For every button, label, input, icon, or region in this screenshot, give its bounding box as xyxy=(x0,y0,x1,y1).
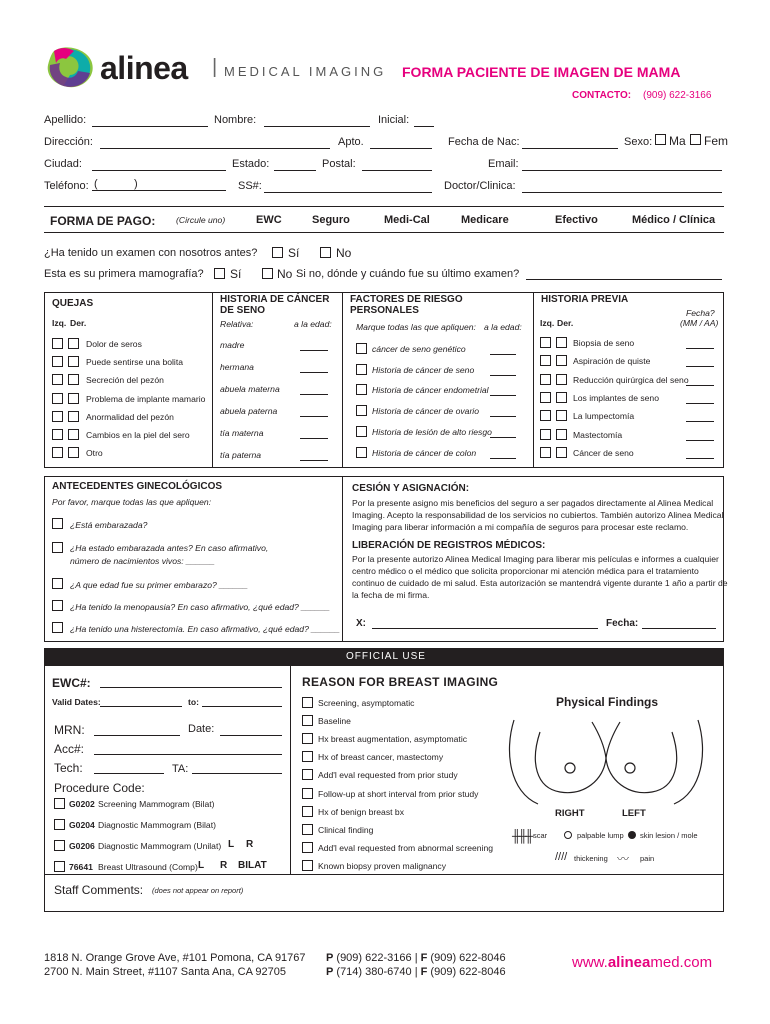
footer-p2: (714) 380-6740 xyxy=(336,966,412,978)
factores-item-label: Historia de cáncer de ovario xyxy=(372,406,479,417)
ciudad-field[interactable] xyxy=(92,170,226,171)
factores-instr: Marque todas las que apliquen: xyxy=(356,322,476,332)
nombre-field[interactable] xyxy=(264,126,370,127)
valid-to-label: to: xyxy=(188,697,199,707)
historia-previa-der-checkbox[interactable] xyxy=(556,337,567,348)
reason-checkbox[interactable] xyxy=(302,824,313,835)
signature-field[interactable] xyxy=(372,628,598,629)
fecha-nac-label: Fecha de Nac: xyxy=(448,136,520,148)
quejas-izq-checkbox[interactable] xyxy=(52,429,63,440)
official-divider xyxy=(290,666,291,874)
official-banner-label: OFFICIAL USE xyxy=(346,651,426,662)
q-first-mammo: Esta es su primera mamografía? xyxy=(44,268,204,280)
quejas-item-label: Problema de implante mamario xyxy=(86,393,206,404)
ta-field[interactable] xyxy=(192,773,282,774)
procedure-code: 76641 xyxy=(69,862,93,872)
factores-age-field[interactable] xyxy=(490,375,516,376)
reason-checkbox[interactable] xyxy=(302,806,313,817)
signature-x-label: X: xyxy=(356,618,366,629)
historia-previa-item-label: Aspiración de quiste xyxy=(573,356,651,367)
reason-label: Hx of breast cancer, mastectomy xyxy=(318,752,444,763)
quejas-item-label: Dolor de seros xyxy=(86,339,142,349)
acc-label: Acc#: xyxy=(54,742,85,756)
inicial-label: Inicial: xyxy=(378,114,410,126)
reason-label: Hx breast augmentation, asymptomatic xyxy=(318,734,468,745)
footer-phone-line-2 xyxy=(326,966,506,978)
factores-item-label: Historia de cáncer de seno xyxy=(372,364,475,375)
telefono-paren-close: ) xyxy=(134,178,138,190)
breast-diagram-icon xyxy=(500,712,712,812)
procedure-label: Procedure Code: xyxy=(54,781,145,795)
gineco-q4-checkbox[interactable] xyxy=(52,600,63,611)
reason-checkbox[interactable] xyxy=(302,715,313,726)
legend-scar-icon: ╫╫╫ xyxy=(512,829,532,843)
procedure-desc: Breast Ultrasound (Comp) xyxy=(98,862,198,872)
historia-previa-der-checkbox[interactable] xyxy=(556,429,567,440)
historia-cancer-age-field[interactable] xyxy=(300,372,328,373)
procedure-us-r[interactable]: R xyxy=(220,860,228,871)
payment-option-medical[interactable]: Medi-Cal xyxy=(384,214,430,226)
liberacion-line-3: continuo de cuidado de mi salud. Esta autorización se mantendrá vigente durante 1 año a partir de xyxy=(352,578,728,588)
ewc-field[interactable] xyxy=(100,687,282,688)
procedure-code: G0204 xyxy=(69,820,95,830)
postal-field[interactable] xyxy=(362,170,432,171)
payment-option-clinica[interactable]: Médico / Clínica xyxy=(632,214,716,226)
date-field[interactable] xyxy=(220,735,282,736)
sexo-fem-checkbox[interactable] xyxy=(690,134,701,145)
footer-p1: (909) 622-3166 xyxy=(336,952,412,964)
historia-previa-mmaa: (MM / AA) xyxy=(680,318,719,328)
q-last-exam-field[interactable] xyxy=(526,279,722,280)
procedure-checkbox[interactable] xyxy=(54,798,65,809)
procedure-checkbox[interactable] xyxy=(54,861,65,872)
factores-age-field[interactable] xyxy=(490,416,516,417)
payment-bottom-rule xyxy=(44,232,724,233)
procedure-desc: Diagnostic Mammogram (Unilat) xyxy=(98,841,222,851)
reason-label: Known biopsy proven malignancy xyxy=(318,860,447,871)
quejas-izq-checkbox[interactable] xyxy=(52,411,63,422)
legend-lump-icon xyxy=(564,831,572,839)
procedure-desc: Screening Mammogram (Bilat) xyxy=(98,799,215,809)
historia-previa-date-field[interactable] xyxy=(686,366,714,367)
telefono-field[interactable] xyxy=(92,190,226,191)
historia-previa-izq-checkbox[interactable] xyxy=(540,337,551,348)
alinea-logo-icon xyxy=(44,45,96,91)
historia-cancer-title-2: DE SENO xyxy=(220,305,266,316)
historia-previa-izq-checkbox[interactable] xyxy=(540,392,551,403)
historia-previa-item-label: Cáncer de seno xyxy=(573,447,634,458)
gineco-q3-checkbox[interactable] xyxy=(52,578,63,589)
procedure-code: G0202 xyxy=(69,799,95,809)
factores-item-label: cáncer de seno genético xyxy=(372,344,466,354)
quejas-izq-checkbox[interactable] xyxy=(52,393,63,404)
procedure-unilat-l[interactable]: L xyxy=(228,839,235,850)
legend-pain: pain xyxy=(640,854,655,863)
historia-previa-izq: Izq. xyxy=(540,318,555,328)
sexo-label: Sexo: xyxy=(624,136,653,148)
direccion-field[interactable] xyxy=(100,148,330,149)
ssn-field[interactable] xyxy=(264,192,432,193)
postal-label: Postal: xyxy=(322,158,356,170)
procedure-checkbox[interactable] xyxy=(54,840,65,851)
inicial-field[interactable] xyxy=(414,126,434,127)
gineco-divider xyxy=(342,476,343,642)
contact-phone: (909) 622-3166 xyxy=(643,90,712,101)
legend-thick: thickening xyxy=(574,854,608,863)
reason-checkbox[interactable] xyxy=(302,860,313,871)
procedure-us-l[interactable]: L xyxy=(198,860,205,871)
q-first-mammo-si-checkbox[interactable] xyxy=(214,268,225,279)
footer-f1-label: F xyxy=(420,952,428,964)
ssn-label: SS#: xyxy=(238,180,262,192)
historia-previa-item-label: La lumpectomía xyxy=(573,411,635,422)
procedure-checkbox[interactable] xyxy=(54,819,65,830)
historia-cancer-age-field[interactable] xyxy=(300,394,328,395)
reason-checkbox[interactable] xyxy=(302,751,313,762)
gineco-q1-checkbox[interactable] xyxy=(52,518,63,529)
quejas-izq-checkbox[interactable] xyxy=(52,338,63,349)
procedure-unilat-r[interactable]: R xyxy=(246,839,254,850)
quejas-der-checkbox[interactable] xyxy=(68,429,79,440)
quejas-der-checkbox[interactable] xyxy=(68,338,79,349)
reason-label: Add'l eval requested from abnormal screening xyxy=(318,842,494,853)
historia-cancer-age-field[interactable] xyxy=(300,416,328,417)
procedure-code: G0206 xyxy=(69,841,95,851)
procedure-desc: Diagnostic Mammogram (Bilat) xyxy=(98,820,216,830)
doctor-field[interactable] xyxy=(522,192,722,193)
historia-cancer-relativa-item: abuela paterna xyxy=(220,406,278,416)
procedure-us-bilat[interactable]: BILAT xyxy=(238,860,267,871)
historia-cancer-relativa-item: madre xyxy=(220,340,245,350)
historia-cancer-relativa: Relativa: xyxy=(220,319,254,329)
legend-lesion: skin lesion / mole xyxy=(640,831,698,840)
factores-item-label: Historia de lesión de alto riesgo xyxy=(372,426,492,437)
historia-previa-izq-checkbox[interactable] xyxy=(540,447,551,458)
footer-address-2: 2700 N. Main Street, #1107 Santa Ana, CA 92705 xyxy=(44,966,286,978)
liberacion-line-1: Por la presente autorizo Alinea Medical Imaging para liberar mis películas e informes a cualquier xyxy=(352,554,719,564)
sexo-ma-checkbox[interactable] xyxy=(655,134,666,145)
historia-previa-item-label: Reducción quirúrgica del seno xyxy=(573,374,689,385)
reason-checkbox[interactable] xyxy=(302,769,313,780)
gineco-q2a: ¿Ha estado embarazada antes? En caso afirmativo, xyxy=(70,543,269,553)
direccion-label: Dirección: xyxy=(44,136,93,148)
historia-cancer-edad: a la edad: xyxy=(294,319,332,329)
factores-age-field[interactable] xyxy=(490,395,516,396)
historia-previa-date-field[interactable] xyxy=(686,403,714,404)
factores-checkbox[interactable] xyxy=(356,343,367,354)
history-divider-1 xyxy=(212,292,213,468)
historia-previa-der: Der. xyxy=(557,318,574,328)
payment-top-rule xyxy=(44,206,724,207)
quejas-der-checkbox[interactable] xyxy=(68,411,79,422)
estado-label: Estado: xyxy=(232,158,270,170)
brand-divider: | xyxy=(212,56,218,78)
left-label: LEFT xyxy=(622,808,646,819)
q-first-mammo-no-checkbox[interactable] xyxy=(262,268,273,279)
footer-web-post: med.com xyxy=(650,954,713,971)
reason-label: Add'l eval requested from prior study xyxy=(318,770,458,781)
gineco-q1: ¿Está embarazada? xyxy=(70,520,148,530)
ta-label: TA: xyxy=(172,763,189,775)
footer-f1: (909) 622-8046 xyxy=(430,952,506,964)
q-last-exam: Si no, dónde y cuándo fue su último examen? xyxy=(296,268,520,280)
date-label: Date: xyxy=(188,723,215,735)
gineco-instr: Por favor, marque todas las que apliquen: xyxy=(52,497,212,507)
doctor-label: Doctor/Clinica: xyxy=(444,180,516,192)
payment-option-efectivo[interactable]: Efectivo xyxy=(555,214,598,226)
q-prior-exam-si-checkbox[interactable] xyxy=(272,247,283,258)
footer-address-1: 1818 N. Orange Grove Ave, #101 Pomona, CA 91767 xyxy=(44,952,306,964)
email-field[interactable] xyxy=(522,170,722,171)
valid-from-field[interactable] xyxy=(100,706,182,707)
factores-age-field[interactable] xyxy=(490,354,516,355)
history-divider-3 xyxy=(533,292,534,468)
historia-cancer-relativa-item: tía paterna xyxy=(220,450,262,460)
historia-previa-der-checkbox[interactable] xyxy=(556,355,567,366)
q-first-mammo-si-label: Sí xyxy=(230,267,242,281)
historia-previa-item-label: Los implantes de seno xyxy=(573,392,659,403)
historia-cancer-age-field[interactable] xyxy=(300,460,328,461)
historia-previa-izq-checkbox[interactable] xyxy=(540,429,551,440)
gineco-q5: ¿Ha tenido una histerectomía. En caso afirmativo, ¿qué edad? ______ xyxy=(70,624,340,634)
footer-website-link[interactable] xyxy=(572,954,712,971)
quejas-der-checkbox[interactable] xyxy=(68,374,79,385)
historia-cancer-relativa-item: abuela materna xyxy=(220,384,280,394)
apellido-field[interactable] xyxy=(92,126,208,127)
q-prior-exam-si-label: Sí xyxy=(288,246,300,260)
factores-age-field[interactable] xyxy=(490,437,516,438)
quejas-der-checkbox[interactable] xyxy=(68,356,79,367)
ciudad-label: Ciudad: xyxy=(44,158,82,170)
payment-circle-note: (Circule uno) xyxy=(176,215,226,225)
footer-p1-label: P xyxy=(326,952,334,964)
tech-label: Tech: xyxy=(54,761,83,775)
historia-previa-der-checkbox[interactable] xyxy=(556,392,567,403)
historia-cancer-title-1: HISTORIA DE CÁNCER xyxy=(220,294,330,305)
footer-f2-label: F xyxy=(420,966,428,978)
historia-previa-date-field[interactable] xyxy=(686,458,714,459)
physical-findings-title: Physical Findings xyxy=(556,695,659,709)
quejas-item-label: Puede sentirse una bolita xyxy=(86,357,183,368)
valid-to-field[interactable] xyxy=(202,706,282,707)
footer-web-brand: alinea xyxy=(607,954,651,971)
apto-label: Apto. xyxy=(338,136,364,148)
tech-field[interactable] xyxy=(94,773,164,774)
mrn-field[interactable] xyxy=(94,735,180,736)
staff-comments-label: Staff Comments: xyxy=(54,883,144,897)
contact-label: CONTACTO: xyxy=(572,90,632,101)
quejas-der: Der. xyxy=(70,318,87,328)
quejas-izq-checkbox[interactable] xyxy=(52,356,63,367)
factores-checkbox[interactable] xyxy=(356,447,367,458)
ewc-label: EWC#: xyxy=(52,676,91,690)
payment-option-medicare[interactable]: Medicare xyxy=(461,214,509,226)
historia-previa-item-label: Mastectomía xyxy=(573,429,623,440)
legend-lesion-icon xyxy=(628,831,636,839)
reason-checkbox[interactable] xyxy=(302,733,313,744)
factores-checkbox[interactable] xyxy=(356,364,367,375)
historia-previa-der-checkbox[interactable] xyxy=(556,410,567,421)
reason-checkbox[interactable] xyxy=(302,788,313,799)
signature-fecha-field[interactable] xyxy=(642,628,716,629)
reason-title: REASON FOR BREAST IMAGING xyxy=(302,675,499,689)
legend-thick-icon: //// xyxy=(555,851,568,863)
gineco-q2b: número de nacimientos vivos: ______ xyxy=(70,556,215,566)
reason-label: Hx of benign breast bx xyxy=(318,806,404,817)
historia-cancer-relativa-item: hermana xyxy=(220,362,254,372)
historia-previa-title: HISTORIA PREVIA xyxy=(541,294,629,305)
historia-previa-date-field[interactable] xyxy=(686,385,714,386)
quejas-item-label: Cambios en la piel del sero xyxy=(86,430,190,440)
footer-phone-line-1 xyxy=(326,952,506,964)
telefono-paren-open: ( xyxy=(94,178,98,190)
mrn-label: MRN: xyxy=(54,723,85,737)
apellido-label: Apellido: xyxy=(44,114,87,126)
footer-sep-2: | xyxy=(414,966,418,978)
official-staff-rule xyxy=(44,874,724,875)
reason-label: Baseline xyxy=(318,716,351,727)
signature-fecha-label: Fecha: xyxy=(606,618,639,629)
history-divider-2 xyxy=(342,292,343,468)
gineco-q3: ¿A que edad fue su primer embarazo? ______ xyxy=(70,580,248,590)
factores-title-2: PERSONALES xyxy=(350,305,419,316)
historia-previa-der-checkbox[interactable] xyxy=(556,374,567,385)
footer-web-pre: www. xyxy=(572,954,608,971)
factores-checkbox[interactable] xyxy=(356,384,367,395)
quejas-item-label: Secreción del pezón xyxy=(86,375,164,386)
historia-previa-fecha: Fecha? xyxy=(686,308,715,318)
liberacion-line-2: centro médico o el médico que solicita proporcionar mi atención médica para el tratamiento xyxy=(352,566,699,576)
q-prior-exam-no-checkbox[interactable] xyxy=(320,247,331,258)
reason-checkbox[interactable] xyxy=(302,842,313,853)
historia-cancer-age-field[interactable] xyxy=(300,350,328,351)
q-first-mammo-no-label: No xyxy=(277,267,293,281)
footer-p2-label: P xyxy=(326,966,334,978)
quejas-item-label: Anormalidad del pezón xyxy=(86,411,174,422)
quejas-izq-checkbox[interactable] xyxy=(52,447,63,458)
quejas-izq-checkbox[interactable] xyxy=(52,374,63,385)
cesion-line-2: Imaging. Acepto la responsabilidad de los servicios no cubiertos. También autorizo Alinea Medical xyxy=(352,510,724,520)
historia-previa-date-field[interactable] xyxy=(686,348,714,349)
quejas-der-checkbox[interactable] xyxy=(68,393,79,404)
factores-checkbox[interactable] xyxy=(356,405,367,416)
historia-previa-izq-checkbox[interactable] xyxy=(540,355,551,366)
legend-scar: scar xyxy=(533,831,548,840)
gineco-q5-checkbox[interactable] xyxy=(52,622,63,633)
form-title: FORMA PACIENTE DE IMAGEN DE MAMA xyxy=(402,64,681,80)
right-label: RIGHT xyxy=(555,808,585,819)
reason-label: Clinical finding xyxy=(318,824,374,835)
historia-previa-izq-checkbox[interactable] xyxy=(540,374,551,385)
factores-title-1: FACTORES DE RIESGO xyxy=(350,294,463,305)
payment-option-ewc[interactable]: EWC xyxy=(256,214,282,226)
reason-label: Follow-up at short interval from prior study xyxy=(318,788,479,799)
factores-item-label: Historia de cáncer endometrial xyxy=(372,385,489,396)
gineco-q4: ¿Ha tenido la menopausia? En caso afirmativo, ¿qué edad? ______ xyxy=(70,602,330,612)
factores-item-label: Historia de cáncer de colon xyxy=(372,447,477,458)
gineco-q2-checkbox[interactable] xyxy=(52,542,63,553)
fecha-nac-field[interactable] xyxy=(522,148,618,149)
staff-comments-note: (does not appear on report) xyxy=(152,886,244,895)
historia-cancer-relativa-item: tía materna xyxy=(220,428,264,438)
footer-sep-1: | xyxy=(414,952,418,964)
factores-edad: a la edad: xyxy=(484,322,522,332)
payment-label: FORMA DE PAGO: xyxy=(50,214,156,228)
factores-checkbox[interactable] xyxy=(356,426,367,437)
cesion-line-3: Imaging para liberar información a mi compañía de seguros para procesar este reclamo. xyxy=(352,522,689,532)
historia-previa-der-checkbox[interactable] xyxy=(556,447,567,458)
quejas-item-label: Otro xyxy=(86,448,103,459)
reason-label: Screening, asymptomatic xyxy=(318,698,415,708)
footer-f2: (909) 622-8046 xyxy=(430,966,506,978)
cesion-line-1: Por la presente asigno mis beneficios del seguro a ser pagados directamente al Alinea Medical xyxy=(352,498,714,508)
estado-field[interactable] xyxy=(274,170,316,171)
liberacion-line-4: la fecha de mi firma. xyxy=(352,590,430,600)
historia-cancer-age-field[interactable] xyxy=(300,438,328,439)
q-prior-exam-no-label: No xyxy=(336,246,352,260)
payment-option-seguro[interactable]: Seguro xyxy=(312,214,350,226)
factores-age-field[interactable] xyxy=(490,458,516,459)
liberacion-title: LIBERACIÓN DE REGISTROS MÉDICOS: xyxy=(352,540,546,551)
legend-lump: palpable lump xyxy=(577,831,624,840)
historia-previa-date-field[interactable] xyxy=(686,421,714,422)
q-prior-exam: ¿Ha tenido un examen con nosotros antes? xyxy=(44,247,258,259)
telefono-label: Teléfono: xyxy=(44,180,89,192)
nombre-label: Nombre: xyxy=(214,114,257,126)
legend-pain-icon: 〰 xyxy=(617,852,630,866)
apto-field[interactable] xyxy=(370,148,432,149)
historia-previa-item-label: Biopsia de seno xyxy=(573,338,635,348)
cesion-title: CESIÓN Y ASIGNACIÓN: xyxy=(352,483,470,494)
brand-subtitle: MEDICAL IMAGING xyxy=(224,64,387,79)
acc-field[interactable] xyxy=(94,754,282,755)
historia-previa-date-field[interactable] xyxy=(686,440,714,441)
email-label: Email: xyxy=(488,158,519,170)
quejas-der-checkbox[interactable] xyxy=(68,447,79,458)
reason-checkbox[interactable] xyxy=(302,697,313,708)
gineco-title: ANTECEDENTES GINECOLÓGICOS xyxy=(52,481,223,492)
sexo-fem-label: Fem xyxy=(704,134,728,148)
valid-dates-label: Valid Dates: xyxy=(52,697,101,707)
brand-name: alinea xyxy=(100,50,188,86)
quejas-izq: Izq. xyxy=(52,318,67,328)
quejas-title: QUEJAS xyxy=(52,298,94,309)
historia-previa-izq-checkbox[interactable] xyxy=(540,410,551,421)
sexo-ma-label: Ma xyxy=(669,134,686,148)
